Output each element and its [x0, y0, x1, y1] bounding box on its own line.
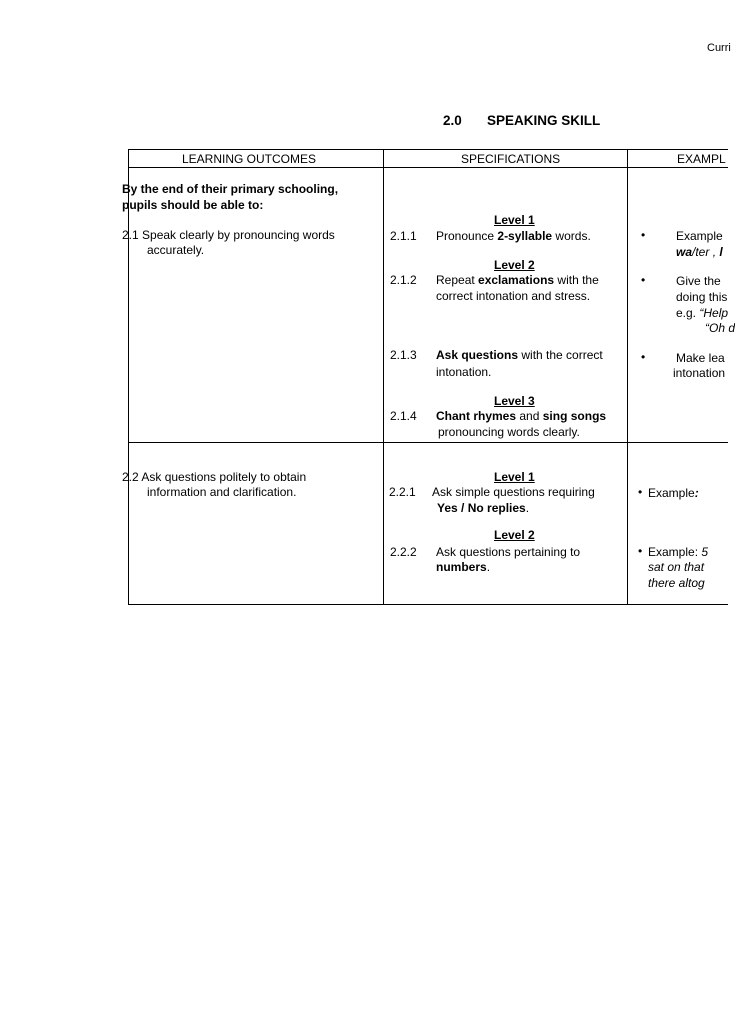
spec-number: 2.1.4 [390, 409, 417, 423]
level-label: Level 1 [494, 213, 535, 227]
bullet-icon: • [641, 273, 646, 287]
spec-2-1-4-text: Chant rhymes and sing songs [436, 409, 607, 423]
spec-2-1-2-line2: correct intonation and stress. [436, 289, 591, 303]
intro-line2: pupils should be able to: [122, 198, 264, 212]
example-3-line2: intonation [673, 366, 726, 380]
example-2-line3: e.g. “Help [676, 306, 729, 320]
outcome-2-2-line1: 2.2 Ask questions politely to obtain [122, 470, 307, 484]
header-examples: EXAMPL [677, 152, 726, 166]
bullet-icon: • [641, 350, 646, 364]
spec-number: 2.1.2 [390, 273, 417, 287]
running-head: Curri [707, 42, 731, 54]
outcome-2-2-line2: information and clarification. [147, 485, 297, 499]
example-2-line2: doing this [676, 290, 728, 304]
bullet-icon: • [641, 228, 646, 242]
spec-2-1-2-text: Repeat exclamations with the [436, 273, 599, 287]
bullet-icon: • [638, 485, 643, 499]
header-learning-outcomes: LEARNING OUTCOMES [182, 152, 317, 166]
example-1-line1: Example [676, 229, 723, 243]
example-3-line1: Make lea [676, 351, 725, 365]
spec-2-2-2-line2: numbers. [436, 560, 491, 574]
spec-2-1-1-text: Pronounce 2-syllable words. [436, 229, 591, 243]
spec-2-1-3-line2: intonation. [436, 365, 492, 379]
spec-2-2-1-text: Ask simple questions requiring [432, 485, 595, 499]
level-label: Level 1 [494, 470, 535, 484]
outcome-2-1-line1: 2.1 Speak clearly by pronouncing words [122, 228, 335, 242]
example-4-line1: Example: [648, 486, 699, 500]
spec-2-1-4-line2: pronouncing words clearly. [438, 425, 580, 439]
outcome-2-1-line2: accurately. [147, 243, 205, 257]
spec-2-2-1-line2: Yes / No replies. [437, 501, 530, 515]
spec-number: 2.1.1 [390, 229, 417, 243]
section-title: SPEAKING SKILL [487, 113, 601, 128]
example-5-line2: sat on that [648, 560, 705, 574]
bullet-icon: • [638, 544, 643, 558]
spec-2-2-2-text: Ask questions pertaining to [436, 545, 581, 559]
spec-number: 2.2.1 [389, 485, 416, 499]
example-5-line1: Example: 5 [648, 545, 709, 559]
example-2-line1: Give the [676, 274, 721, 288]
intro-line1: By the end of their primary schooling, [122, 182, 339, 196]
spec-number: 2.2.2 [390, 545, 417, 559]
example-2-line4: “Oh d [705, 321, 735, 335]
example-5-line3: there altog [648, 576, 705, 590]
level-label: Level 2 [494, 258, 535, 272]
spec-2-1-3-text: Ask questions with the correct [436, 348, 603, 362]
level-label: Level 2 [494, 528, 535, 542]
header-specifications: SPECIFICATIONS [461, 152, 561, 166]
section-number: 2.0 [443, 113, 462, 128]
example-1-line2: wa/ter , l [676, 245, 723, 259]
level-label: Level 3 [494, 394, 535, 408]
spec-number: 2.1.3 [390, 348, 417, 362]
